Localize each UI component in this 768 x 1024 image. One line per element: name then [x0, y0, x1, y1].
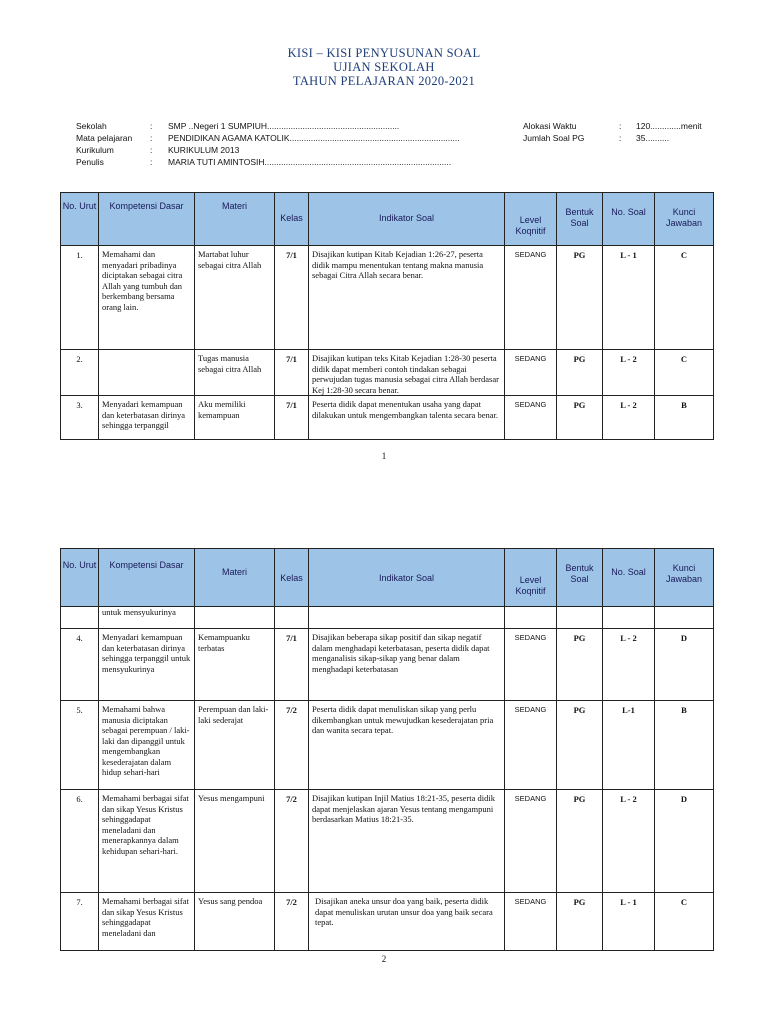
- cell-kd: Memahami dan menyadari pribadinya diciptakan sebagai citra Allah yang tumbuh dan berkembang bersama orang lain.: [99, 246, 195, 350]
- header-nosoal: No. Soal: [603, 549, 655, 607]
- cell-nosoal: L - 1: [603, 246, 655, 350]
- cell-no: [61, 607, 99, 629]
- doc-title-line3: TAHUN PELAJARAN 2020-2021: [292, 74, 476, 88]
- cell-kd: untuk mensyukurinya: [99, 607, 195, 629]
- table-row: [61, 607, 714, 629]
- cell-indikator: Disajikan beberapa sikap positif dan sikap negatif dalam menghadapi keterbatasan, peserta didik dapat menganalisis sikap-sikap yang benar dalam menghadapi keterbatasan: [309, 629, 505, 701]
- sekolah-value: SMP ..Negeri 1 SUMPIUH........................................................: [168, 121, 400, 131]
- header-bentuk: Bentuk Soal: [557, 193, 603, 246]
- cell-kelas: 7/1: [275, 629, 309, 701]
- colon: :: [619, 121, 622, 131]
- header-level: Level Koqnitif: [505, 193, 557, 246]
- cell-kelas: 7/2: [275, 790, 309, 893]
- header-kunci: Kunci Jawaban: [655, 193, 714, 246]
- colon: :: [619, 133, 622, 143]
- cell-kd: Memahami berbagai sifat dan sikap Yesus Kristus sehinggadapat meneladani dan: [99, 893, 195, 951]
- cell-nosoal: [603, 607, 655, 629]
- colon: :: [150, 145, 153, 155]
- cell-kunci: [655, 607, 714, 629]
- cell-indikator: Peserta didik dapat menentukan usaha yang dapat dilakukan untuk mengembangkan talenta secara benar.: [309, 396, 505, 440]
- colon: :: [150, 133, 153, 143]
- table-row: [61, 893, 714, 951]
- cell-no: 7.: [61, 893, 99, 951]
- cell-level: [505, 607, 557, 629]
- cell-bentuk: PG: [557, 629, 603, 701]
- table-row: [61, 246, 714, 350]
- cell-kunci: B: [655, 396, 714, 440]
- header-kompetensi: Kompetensi Dasar: [99, 193, 195, 246]
- kurikulum-value: KURIKULUM 2013: [168, 145, 240, 155]
- cell-materi: Martabat luhur sebagai citra Allah: [195, 246, 275, 350]
- mapel-label: Mata pelajaran: [76, 133, 133, 143]
- cell-materi: Yesus mengampuni: [195, 790, 275, 893]
- alokasi-value: 120.............menit: [636, 121, 702, 131]
- cell-level: SEDANG: [505, 629, 557, 701]
- cell-materi: Perempuan dan laki-laki sederajat: [195, 701, 275, 790]
- cell-no: 4.: [61, 629, 99, 701]
- cell-bentuk: PG: [557, 246, 603, 350]
- cell-nosoal: L - 1: [603, 893, 655, 951]
- cell-kelas: [275, 607, 309, 629]
- colon: :: [150, 121, 153, 131]
- cell-level: SEDANG: [505, 246, 557, 350]
- header-indikator: Indikator Soal: [309, 193, 505, 246]
- cell-kunci: C: [655, 246, 714, 350]
- cell-bentuk: [557, 607, 603, 629]
- cell-bentuk: PG: [557, 701, 603, 790]
- header-materi: Materi: [195, 193, 275, 246]
- header-kompetensi: Kompetensi Dasar: [99, 549, 195, 607]
- header-kelas: Kelas: [275, 549, 309, 607]
- table-row: [61, 350, 714, 396]
- cell-kd: Menyadari kemampuan dan keterbatasan dirinya sehingga terpanggil: [99, 396, 195, 440]
- cell-indikator: Peserta didik dapat menuliskan sikap yang perlu dikembangkan untuk mewujudkan kesederajatan pria dan wanita secara tepat.: [309, 701, 505, 790]
- sekolah-label: Sekolah: [76, 121, 107, 131]
- cell-materi: Tugas manusia sebagai citra Allah: [195, 350, 275, 396]
- alokasi-label: Alokasi Waktu: [523, 121, 577, 131]
- jumlah-soal-value: 35..........: [636, 133, 670, 143]
- cell-kunci: D: [655, 629, 714, 701]
- cell-level: SEDANG: [505, 893, 557, 951]
- cell-nosoal: L - 2: [603, 790, 655, 893]
- header-kunci: Kunci Jawaban: [655, 549, 714, 607]
- page-number: 1: [381, 451, 387, 461]
- header-materi: Materi: [195, 549, 275, 607]
- cell-no: 3.: [61, 396, 99, 440]
- cell-indikator: Disajikan kutipan Injil Matius 18:21-35, peserta didik dapat menjelaskan ajaran Yesus tentang mengampuni berdasarkan Matius 18:21-35.: [309, 790, 505, 893]
- cell-kd: Memahami bahwa manusia diciptakan sebagai perempuan / laki-laki dan dipanggil untuk mengembangkan kesederajatan dalam hidup sehari-hari: [99, 701, 195, 790]
- cell-kelas: 7/1: [275, 350, 309, 396]
- cell-no: 5.: [61, 701, 99, 790]
- table-row: [61, 629, 714, 701]
- cell-indikator: Disajikan aneka unsur doa yang baik, peserta didik dapat menuliskan urutan unsur doa yang baik secara tepat.: [309, 893, 505, 951]
- page-number: 2: [381, 954, 387, 964]
- cell-level: SEDANG: [505, 790, 557, 893]
- cell-no: 6.: [61, 790, 99, 893]
- doc-title-line2: UJIAN SEKOLAH: [333, 60, 435, 74]
- cell-nosoal: L - 2: [603, 350, 655, 396]
- table-row: [61, 396, 714, 440]
- cell-indikator: Disajikan kutipan teks Kitab Kejadian 1:28-30 peserta didik dapat memberi contoh tindakan sebagai perwujudan tugas manusia sebagai citra Allah berdasar Kej 1:28-30 secara benar.: [309, 350, 505, 396]
- cell-bentuk: PG: [557, 396, 603, 440]
- header-nosoal: No. Soal: [603, 193, 655, 246]
- penulis-value: MARIA TUTI AMINTOSIH...............................................................................: [168, 157, 452, 167]
- jumlah-soal-label: Jumlah Soal PG: [523, 133, 585, 143]
- cell-kelas: 7/1: [275, 396, 309, 440]
- cell-indikator: Disajikan kutipan Kitab Kejadian 1:26-27, peserta didik mampu menentukan tentang makna manusia sebagai Citra Allah secara benar.: [309, 246, 505, 350]
- mapel-value: PENDIDIKAN AGAMA KATOLIK........................................................................: [168, 133, 460, 143]
- table-row: [61, 790, 714, 893]
- cell-materi: [195, 607, 275, 629]
- cell-level: SEDANG: [505, 396, 557, 440]
- table-header-row: [61, 549, 714, 607]
- cell-indikator: [309, 607, 505, 629]
- cell-kd: [99, 350, 195, 396]
- cell-level: SEDANG: [505, 350, 557, 396]
- header-no: No. Urut: [61, 549, 99, 607]
- header-indikator: Indikator Soal: [309, 549, 505, 607]
- cell-kd: Menyadari kemampuan dan keterbatasan dirinya sehingga terpanggil untuk mensyukurinya: [99, 629, 195, 701]
- cell-bentuk: PG: [557, 350, 603, 396]
- cell-no: 1.: [61, 246, 99, 350]
- cell-kelas: 7/2: [275, 701, 309, 790]
- penulis-label: Penulis: [76, 157, 104, 167]
- cell-materi: Yesus sang pendoa: [195, 893, 275, 951]
- doc-title-line1: KISI – KISI PENYUSUNAN SOAL: [287, 46, 481, 60]
- header-bentuk: Bentuk Soal: [557, 549, 603, 607]
- cell-kd: Memahami berbagai sifat dan sikap Yesus Kristus sehinggadapat meneladani dan menerapkannya dalam kehidupan sehari-hari.: [99, 790, 195, 893]
- cell-kunci: C: [655, 350, 714, 396]
- colon: :: [150, 157, 153, 167]
- cell-materi: Kemampuanku terbatas: [195, 629, 275, 701]
- header-no: No. Urut: [61, 193, 99, 246]
- cell-kelas: 7/2: [275, 893, 309, 951]
- kurikulum-label: Kurikulum: [76, 145, 114, 155]
- cell-bentuk: PG: [557, 790, 603, 893]
- header-level: Level Koqnitif: [505, 549, 557, 607]
- cell-kunci: B: [655, 701, 714, 790]
- cell-level: SEDANG: [505, 701, 557, 790]
- kisi-table-page1: [60, 192, 714, 440]
- kisi-table-page2: [60, 548, 714, 951]
- cell-nosoal: L-1: [603, 701, 655, 790]
- cell-no: 2.: [61, 350, 99, 396]
- table-header-row: [61, 193, 714, 246]
- table-row: [61, 701, 714, 790]
- cell-kunci: D: [655, 790, 714, 893]
- cell-nosoal: L - 2: [603, 396, 655, 440]
- header-kelas: Kelas: [275, 193, 309, 246]
- cell-nosoal: L - 2: [603, 629, 655, 701]
- cell-bentuk: PG: [557, 893, 603, 951]
- cell-kelas: 7/1: [275, 246, 309, 350]
- cell-materi: Aku memiliki kemampuan: [195, 396, 275, 440]
- cell-kunci: C: [655, 893, 714, 951]
